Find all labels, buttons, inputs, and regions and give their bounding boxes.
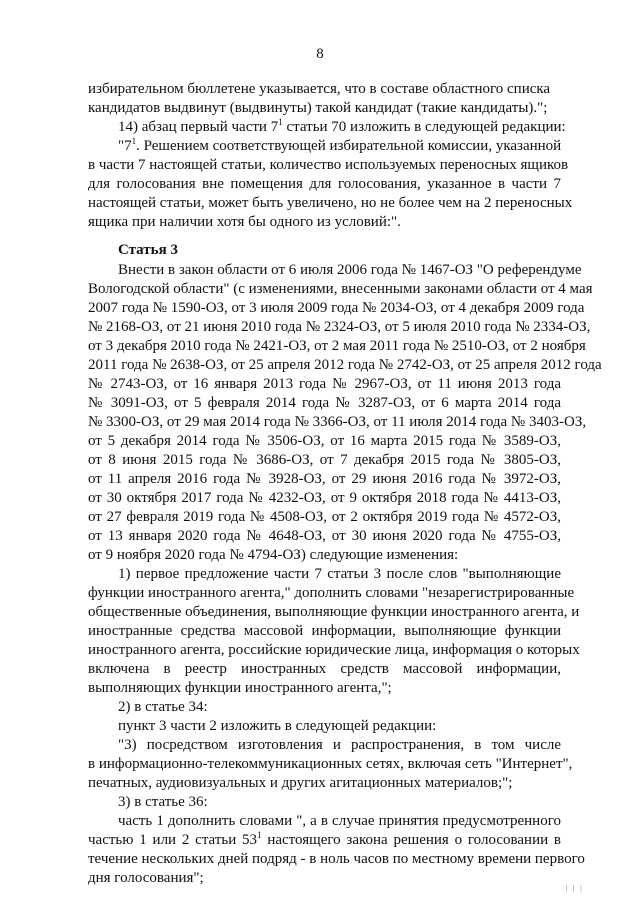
- text-line: настоящей статьи, может быть увеличено, но не более чем на 2 переносных: [88, 195, 573, 211]
- text-line: 2) в статье 34:: [118, 699, 208, 715]
- text-line: иностранные средства массовой информации, выполняющие функции: [88, 623, 561, 639]
- text-line: печатных, аудиовизуальных и других агитационных материалов;";: [88, 775, 513, 791]
- text-line: кандидатов выдвинут (выдвинуты) такой кандидат (такие кандидаты).";: [88, 100, 548, 116]
- text-line: от 8 июня 2015 года № 3686-ОЗ, от 7 декабря 2015 года № 3805-ОЗ,: [88, 452, 561, 468]
- text-line: Внести в закон области от 6 июля 2006 года № 1467-ОЗ "О референдуме: [118, 262, 582, 278]
- text-line: 1) первое предложение части 7 статьи 3 после слов "выполняющие: [118, 566, 561, 582]
- text-line: от 13 января 2020 года № 4648-ОЗ, от 30 июня 2020 года № 4755-ОЗ,: [88, 528, 561, 544]
- text-line: дня голосования";: [88, 870, 204, 886]
- text-line: Вологодской области" (с изменениями, внесенными законами области от 4 мая: [88, 281, 593, 297]
- text-line: № 3091-ОЗ, от 5 февраля 2014 года № 3287-ОЗ, от 6 марта 2014 года: [88, 395, 561, 411]
- article-heading: Статья 3: [118, 242, 178, 258]
- text-line: 2011 года № 2638-ОЗ, от 25 апреля 2012 года № 2742-ОЗ, от 25 апреля 2012 года: [88, 357, 602, 373]
- text-line: включена в реестр иностранных средств массовой информации,: [88, 661, 561, 677]
- text-line: для голосования вне помещения для голосования, указанное в части 7: [88, 176, 561, 192]
- text-line: 3) в статье 36:: [118, 794, 208, 810]
- text-line: выполняющих функции иностранного агента,";: [88, 680, 392, 696]
- text-line: от 5 декабря 2014 года № 3506-ОЗ, от 16 марта 2015 года № 3589-ОЗ,: [88, 433, 561, 449]
- text-line: от 9 ноября 2020 года № 4794-ОЗ) следующие изменения:: [88, 547, 459, 563]
- text-line: от 30 октября 2017 года № 4232-ОЗ, от 9 октября 2018 года № 4413-ОЗ,: [88, 490, 561, 506]
- text-line: от 11 апреля 2016 года № 3928-ОЗ, от 29 июня 2016 года № 3972-ОЗ,: [88, 471, 561, 487]
- text-line: часть 1 дополнить словами ", а в случае принятия предусмотренного: [118, 813, 561, 829]
- text-line: течение нескольких дней подряд - в ноль часов по местному времени первого: [88, 851, 585, 867]
- scan-mark: | | |: [566, 884, 584, 892]
- page-number: 8: [316, 46, 324, 62]
- text-line: от 3 декабря 2010 года № 2421-ОЗ, от 2 мая 2011 года № 2510-ОЗ, от 2 ноября: [88, 338, 586, 354]
- text-line: в информационно-телекоммуникационных сетях, включая сеть "Интернет",: [88, 756, 573, 772]
- text-line: пункт 3 части 2 изложить в следующей редакции:: [118, 718, 437, 734]
- text-line: "$7^1$. Решением соответствующей избирательной комиссии, указанной: [118, 136, 562, 154]
- text-line: № 2743-ОЗ, от 16 января 2013 года № 2967-ОЗ, от 11 июня 2013 года: [88, 376, 561, 392]
- text-line: частью 1 или 2 статьи $53^1$ настоящего закона решения о голосовании в: [88, 830, 561, 848]
- text-line: "3) посредством изготовления и распространения, в том числе: [118, 737, 561, 753]
- text-line: иностранного агента, российские юридические лица, информация о которых: [88, 642, 580, 658]
- text-line: 14) абзац первый части $7^1$ статьи 70 изложить в следующей редакции:: [118, 117, 566, 135]
- text-line: ящика при наличии хотя бы одного из условий:".: [88, 214, 401, 230]
- text-line: № 3300-ОЗ, от 29 мая 2014 года № 3366-ОЗ, от 11 июля 2014 года № 3403-ОЗ,: [88, 414, 587, 430]
- text-line: от 27 февраля 2019 года № 4508-ОЗ, от 2 октября 2019 года № 4572-ОЗ,: [88, 509, 561, 525]
- text-line: в части 7 настоящей статьи, количество используемых переносных ящиков: [88, 157, 569, 173]
- text-line: № 2168-ОЗ, от 21 июня 2010 года № 2324-ОЗ, от 5 июля 2010 года № 2334-ОЗ,: [88, 319, 591, 335]
- text-line: избирательном бюллетене указывается, что в составе областного списка: [88, 81, 551, 97]
- text-line: 2007 года № 1590-ОЗ, от 3 июля 2009 года № 2034-ОЗ, от 4 декабря 2009 года: [88, 300, 585, 316]
- text-line: общественные объединения, выполняющие функции иностранного агента, и: [88, 604, 580, 620]
- text-line: функции иностранного агента," дополнить словами "незарегистрированные: [88, 585, 575, 601]
